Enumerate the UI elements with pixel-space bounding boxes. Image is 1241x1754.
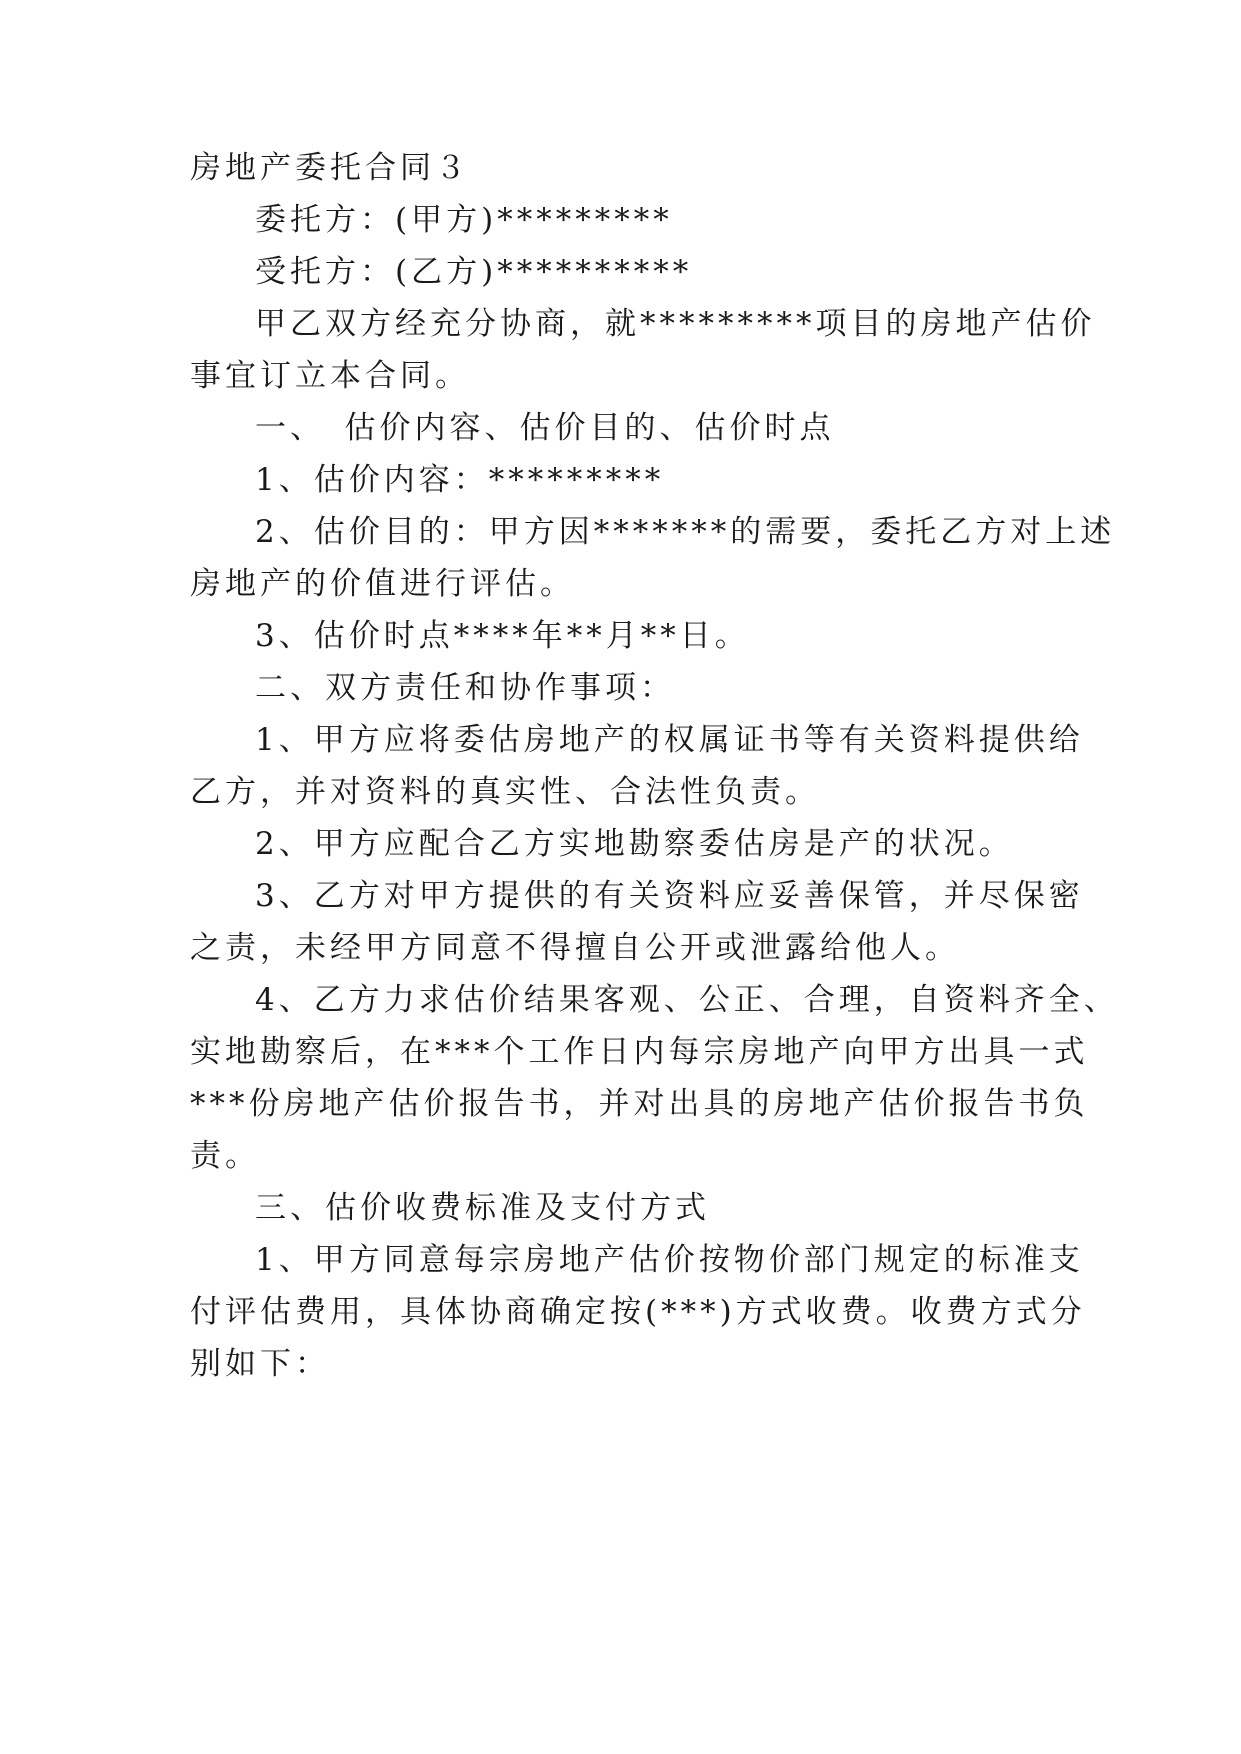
- section-heading: 三、估价收费标准及支付方式: [255, 1190, 710, 1226]
- paragraph-line: 1、甲方同意每宗房地产估价按物价部门规定的标准支: [255, 1242, 1084, 1278]
- paragraph-line: 责。: [190, 1138, 260, 1174]
- paragraph-line: 委托方：(甲方)*********: [255, 202, 673, 238]
- paragraph-line: 2、甲方应配合乙方实地勘察委估房是产的状况。: [255, 826, 1014, 862]
- paragraph-line: 3、乙方对甲方提供的有关资料应妥善保管，并尽保密: [255, 878, 1084, 914]
- paragraph-line: 房地产的价值进行评估。: [190, 566, 575, 602]
- paragraph-line: 2、估价目的：甲方因*******的需要，委托乙方对上述: [255, 514, 1116, 550]
- paragraph-line: 甲乙双方经充分协商，就*********项目的房地产估价: [255, 306, 1096, 342]
- paragraph-line: 4、乙方力求估价结果客观、公正、合理，自资料齐全、: [255, 982, 1119, 1018]
- paragraph-line: 1、甲方应将委估房地产的权属证书等有关资料提供给: [255, 722, 1084, 758]
- section-heading: 二、双方责任和协作事项：: [255, 670, 675, 706]
- paragraph-line: 1、估价内容：*********: [255, 462, 665, 498]
- paragraph-line: ***份房地产估价报告书，并对出具的房地产估价报告书负: [190, 1086, 1089, 1122]
- document-title: 房地产委托合同３: [190, 150, 470, 186]
- paragraph-line: 3、估价时点****年**月**日。: [255, 618, 750, 654]
- paragraph-line: 事宜订立本合同。: [190, 358, 470, 394]
- paragraph-line: 之责，未经甲方同意不得擅自公开或泄露给他人。: [190, 930, 960, 966]
- paragraph-line: 别如下：: [190, 1346, 330, 1382]
- paragraph-line: 受托方：(乙方)**********: [255, 254, 693, 290]
- section-heading: 一、 估价内容、估价目的、估价时点: [255, 410, 835, 446]
- paragraph-line: 乙方，并对资料的真实性、合法性负责。: [190, 774, 820, 810]
- paragraph-line: 付评估费用，具体协商确定按(***)方式收费。收费方式分: [190, 1294, 1086, 1330]
- paragraph-line: 实地勘察后，在***个工作日内每宗房地产向甲方出具一式: [190, 1034, 1089, 1070]
